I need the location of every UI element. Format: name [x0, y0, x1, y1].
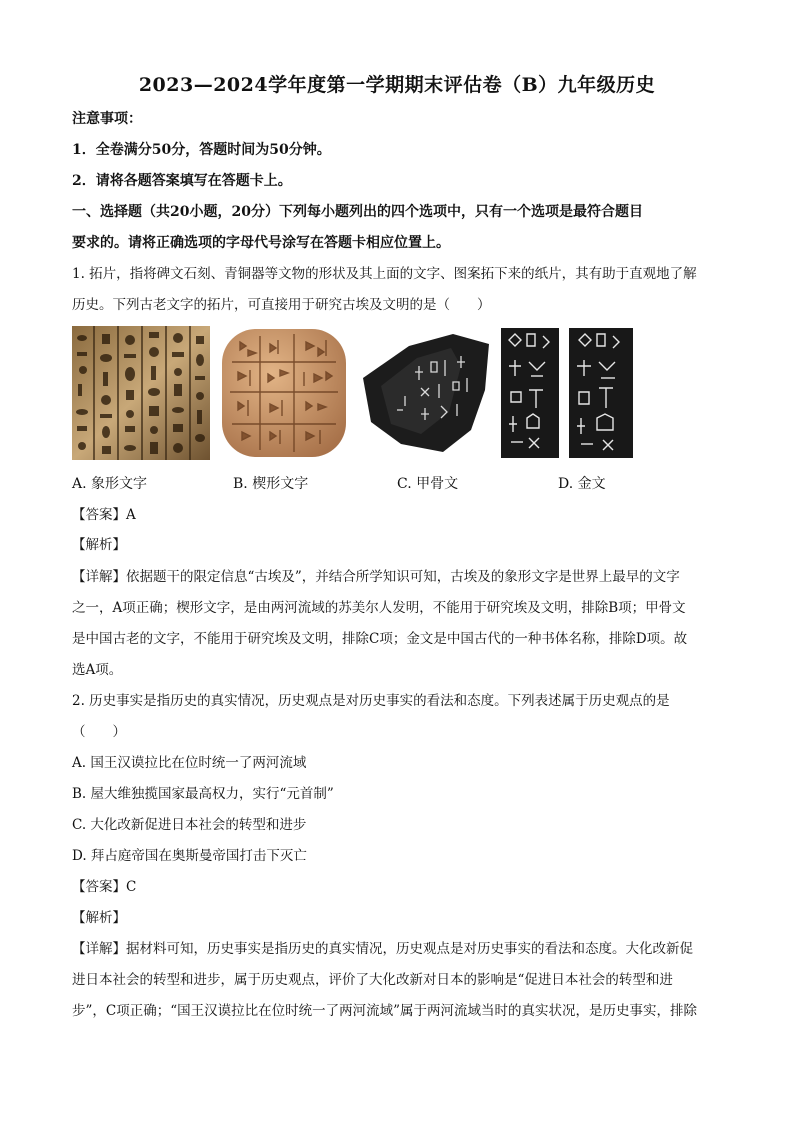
notice-heading: 注意事项： [72, 111, 142, 127]
question-2-stem-cont: （ ） [72, 724, 126, 740]
page-title: 2023—2024学年度第一学期期末评估卷（B）九年级历史 [138, 74, 656, 96]
section-heading-cont: 要求的。请将正确选项的字母代号涂写在答题卡相应位置上。 [72, 235, 450, 251]
question-1-detail-cont: 之一，A项正确；楔形文字，是由两河流域的苏美尔人发明，不能用于研究埃及文明，排除B项；甲骨文 [72, 600, 686, 616]
question-2-detail-cont: 步”，C项正确；“国王汉谟拉比在位时统一了两河流域”属于两河流域当时的真实状况，是历史事实，排除 [72, 1003, 698, 1019]
question-2-option-c: C. 大化改新促进日本社会的转型和进步 [72, 817, 307, 833]
question-1-detail-cont: 是中国古老的文字，不能用于研究埃及文明，排除C项；金文是中国古代的一种书体名称，排除D项。故 [72, 631, 688, 647]
question-1-stem: 1. 拓片，指将碑文石刻、青铜器等文物的形状及其上面的文字、图案拓下来的纸片，其有助于直观地了解 [72, 266, 697, 282]
question-2-detail: 【详解】据材料可知，历史事实是指历史的真实情况，历史观点是对历史事实的看法和态度。大化改新促 [72, 941, 693, 957]
question-1-option-c: C. 甲骨文 [397, 476, 459, 492]
question-1-detail-cont: 选A项。 [72, 662, 123, 678]
question-1-answer: 【答案】A [72, 507, 136, 523]
question-1-option-a: A. 象形文字 [72, 476, 148, 492]
question-2-detail-cont: 进日本社会的转型和进步，属于历史观点，评价了大化改新对日本的影响是“促进日本社会的转型和进 [72, 972, 673, 988]
question-2-option-d: D. 拜占庭帝国在奥斯曼帝国打击下灭亡 [72, 848, 307, 864]
question-2-stem: 2. 历史事实是指历史的真实情况，历史观点是对历史事实的看法和态度。下列表述属于历史观点的是 [72, 693, 670, 709]
section-heading: 一、选择题（共20小题，20分）下列每小题列出的四个选项中，只有一个选项是最符合题目 [72, 204, 643, 220]
cuneiform-tablet-image [218, 326, 350, 460]
question-2-analysis-label: 【解析】 [72, 910, 126, 926]
notice-item-2: 2．请将各题答案填写在答题卡上。 [72, 173, 292, 189]
question-2-answer: 【答案】C [72, 879, 137, 895]
question-1-option-b: B. 楔形文字 [233, 476, 309, 492]
question-1-analysis-label: 【解析】 [72, 537, 126, 553]
hieroglyph-image [72, 326, 210, 460]
question-2-option-b: B. 屋大维独揽国家最高权力，实行“元首制” [72, 786, 334, 802]
question-1-option-d: D. 金文 [558, 476, 606, 492]
question-2-option-a: A. 国王汉谟拉比在位时统一了两河流域 [72, 755, 307, 771]
question-1-stem-cont: 历史。下列古老文字的拓片，可直接用于研究古埃及文明的是（ ） [72, 297, 491, 313]
notice-item-1: 1．全卷满分50分，答题时间为50分钟。 [72, 142, 331, 158]
question-1-detail: 【详解】依据题干的限定信息“古埃及”，并结合所学知识可知，古埃及的象形文字是世界上最早的文字 [72, 569, 680, 585]
bronze-inscription-image [499, 326, 635, 460]
oracle-bone-image [361, 326, 491, 460]
